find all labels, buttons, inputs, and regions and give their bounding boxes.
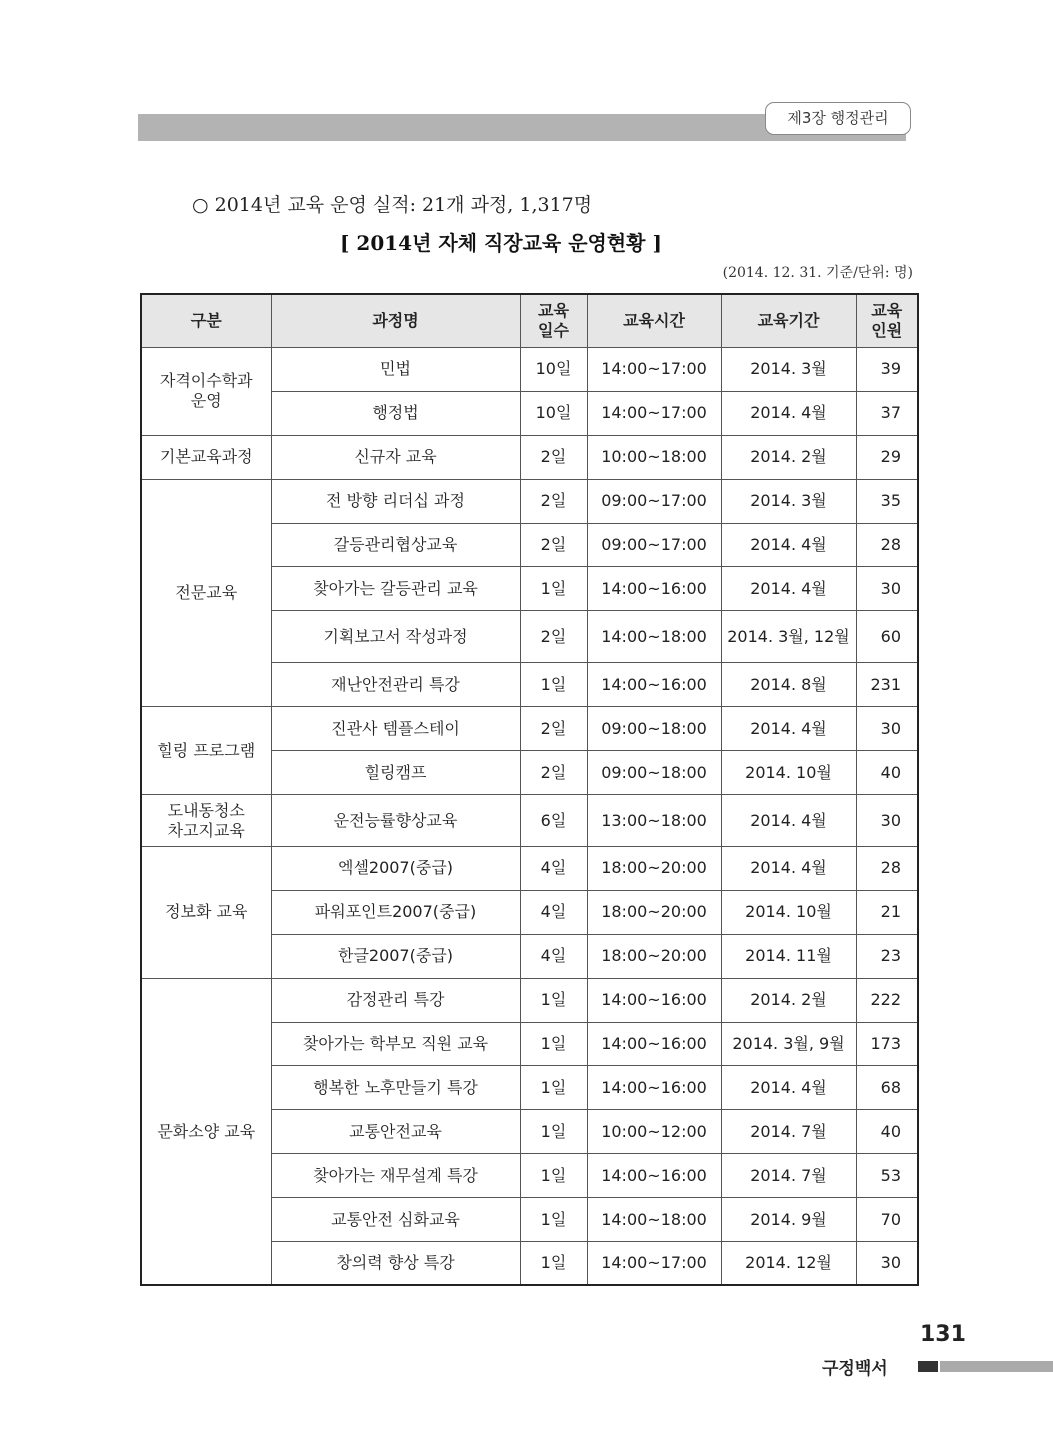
period-cell: 2014. 10월 [721, 890, 856, 934]
count-cell: 68 [856, 1066, 918, 1110]
course-cell: 갈등관리협상교육 [271, 523, 520, 567]
unit-note: (2014. 12. 31. 기준/단위: 명) [722, 265, 913, 281]
period-cell: 2014. 3월, 9월 [721, 1022, 856, 1066]
category-cell: 기본교육과정 [141, 435, 271, 479]
category-cell: 자격이수학과 운영 [141, 348, 271, 436]
time-cell: 18:00~20:00 [587, 934, 721, 978]
days-cell: 1일 [520, 1066, 587, 1110]
count-cell: 28 [856, 847, 918, 891]
course-cell: 교통안전 심화교육 [271, 1198, 520, 1242]
count-cell: 28 [856, 523, 918, 567]
course-cell: 엑셀2007(중급) [271, 847, 520, 891]
time-cell: 14:00~18:00 [587, 611, 721, 663]
period-cell: 2014. 4월 [721, 567, 856, 611]
days-cell: 1일 [520, 1198, 587, 1242]
period-cell: 2014. 9월 [721, 1198, 856, 1242]
time-cell: 14:00~16:00 [587, 1022, 721, 1066]
days-cell: 2일 [520, 707, 587, 751]
days-cell: 2일 [520, 523, 587, 567]
course-cell: 행복한 노후만들기 특강 [271, 1066, 520, 1110]
course-cell: 창의력 향상 특강 [271, 1242, 520, 1286]
period-cell: 2014. 2월 [721, 978, 856, 1022]
count-cell: 231 [856, 663, 918, 707]
time-cell: 09:00~18:00 [587, 751, 721, 795]
period-cell: 2014. 3월, 12월 [721, 611, 856, 663]
table-row [141, 847, 918, 891]
period-cell: 2014. 11월 [721, 934, 856, 978]
days-cell: 4일 [520, 934, 587, 978]
days-cell: 10일 [520, 391, 587, 435]
time-cell: 18:00~20:00 [587, 847, 721, 891]
days-cell: 1일 [520, 1154, 587, 1198]
footer-bar [940, 1361, 1053, 1372]
days-cell: 1일 [520, 978, 587, 1022]
col-header-time: 교육시간 [587, 294, 721, 348]
days-cell: 1일 [520, 1110, 587, 1154]
category-cell: 도내동청소 차고지교육 [141, 795, 271, 847]
course-cell: 행정법 [271, 391, 520, 435]
col-header-category: 구분 [141, 294, 271, 348]
table-row [141, 348, 918, 392]
count-cell: 29 [856, 435, 918, 479]
time-cell: 09:00~18:00 [587, 707, 721, 751]
days-cell: 2일 [520, 435, 587, 479]
time-cell: 14:00~17:00 [587, 348, 721, 392]
count-cell: 30 [856, 1242, 918, 1286]
count-cell: 222 [856, 978, 918, 1022]
time-cell: 14:00~16:00 [587, 978, 721, 1022]
days-cell: 10일 [520, 348, 587, 392]
time-cell: 10:00~18:00 [587, 435, 721, 479]
period-cell: 2014. 4월 [721, 707, 856, 751]
footer-accent [918, 1361, 938, 1372]
time-cell: 14:00~16:00 [587, 1066, 721, 1110]
count-cell: 35 [856, 479, 918, 523]
time-cell: 09:00~17:00 [587, 523, 721, 567]
count-cell: 70 [856, 1198, 918, 1242]
course-cell: 신규자 교육 [271, 435, 520, 479]
time-cell: 14:00~17:00 [587, 391, 721, 435]
time-cell: 14:00~16:00 [587, 663, 721, 707]
category-cell: 전문교육 [141, 479, 271, 707]
count-cell: 39 [856, 348, 918, 392]
count-cell: 173 [856, 1022, 918, 1066]
days-cell: 1일 [520, 663, 587, 707]
days-cell: 6일 [520, 795, 587, 847]
table-row [141, 707, 918, 751]
period-cell: 2014. 3월 [721, 348, 856, 392]
time-cell: 18:00~20:00 [587, 890, 721, 934]
course-cell: 운전능률향상교육 [271, 795, 520, 847]
category-cell: 문화소양 교육 [141, 978, 271, 1285]
chapter-label: 제3장 행정관리 [765, 102, 911, 135]
period-cell: 2014. 10월 [721, 751, 856, 795]
page-number: 131 [920, 1322, 966, 1347]
table-row [141, 435, 918, 479]
course-cell: 민법 [271, 348, 520, 392]
time-cell: 14:00~17:00 [587, 1242, 721, 1286]
period-cell: 2014. 4월 [721, 391, 856, 435]
table-body [141, 348, 918, 1286]
count-cell: 30 [856, 567, 918, 611]
header-row [141, 294, 918, 348]
time-cell: 14:00~18:00 [587, 1198, 721, 1242]
course-cell: 한글2007(중급) [271, 934, 520, 978]
period-cell: 2014. 7월 [721, 1154, 856, 1198]
time-cell: 14:00~16:00 [587, 567, 721, 611]
period-cell: 2014. 12월 [721, 1242, 856, 1286]
days-cell: 1일 [520, 1022, 587, 1066]
education-table [140, 293, 919, 1286]
days-cell: 2일 [520, 611, 587, 663]
time-cell: 10:00~12:00 [587, 1110, 721, 1154]
count-cell: 40 [856, 1110, 918, 1154]
time-cell: 13:00~18:00 [587, 795, 721, 847]
col-header-count: 교육 인원 [856, 294, 918, 348]
days-cell: 4일 [520, 890, 587, 934]
course-cell: 진관사 템플스테이 [271, 707, 520, 751]
period-cell: 2014. 8월 [721, 663, 856, 707]
course-cell: 찾아가는 학부모 직원 교육 [271, 1022, 520, 1066]
table-row [141, 978, 918, 1022]
period-cell: 2014. 3월 [721, 479, 856, 523]
table-row [141, 479, 918, 523]
count-cell: 40 [856, 751, 918, 795]
course-cell: 전 방향 리더십 과정 [271, 479, 520, 523]
count-cell: 37 [856, 391, 918, 435]
time-cell: 14:00~16:00 [587, 1154, 721, 1198]
period-cell: 2014. 7월 [721, 1110, 856, 1154]
count-cell: 21 [856, 890, 918, 934]
category-cell: 힐링 프로그램 [141, 707, 271, 795]
course-cell: 감정관리 특강 [271, 978, 520, 1022]
days-cell: 2일 [520, 479, 587, 523]
course-cell: 힐링캠프 [271, 751, 520, 795]
period-cell: 2014. 2월 [721, 435, 856, 479]
period-cell: 2014. 4월 [721, 847, 856, 891]
days-cell: 1일 [520, 1242, 587, 1286]
count-cell: 60 [856, 611, 918, 663]
course-cell: 재난안전관리 특강 [271, 663, 520, 707]
count-cell: 30 [856, 795, 918, 847]
count-cell: 30 [856, 707, 918, 751]
col-header-days: 교육 일수 [520, 294, 587, 348]
days-cell: 2일 [520, 751, 587, 795]
time-cell: 09:00~17:00 [587, 479, 721, 523]
count-cell: 23 [856, 934, 918, 978]
book-title: 구정백서 [822, 1359, 888, 1379]
period-cell: 2014. 4월 [721, 523, 856, 567]
table-title: [ 2014년 자체 직장교육 운영현황 ] [340, 231, 662, 255]
category-cell: 정보화 교육 [141, 847, 271, 979]
course-cell: 찾아가는 재무설계 특강 [271, 1154, 520, 1198]
course-cell: 교통안전교육 [271, 1110, 520, 1154]
course-cell: 기획보고서 작성과정 [271, 611, 520, 663]
period-cell: 2014. 4월 [721, 1066, 856, 1110]
course-cell: 찾아가는 갈등관리 교육 [271, 567, 520, 611]
table-row [141, 795, 918, 847]
summary-line: ○ 2014년 교육 운영 실적: 21개 과정, 1,317명 [192, 194, 593, 216]
period-cell: 2014. 4월 [721, 795, 856, 847]
col-header-course: 과정명 [271, 294, 520, 348]
col-header-period: 교육기간 [721, 294, 856, 348]
course-cell: 파워포인트2007(중급) [271, 890, 520, 934]
days-cell: 1일 [520, 567, 587, 611]
days-cell: 4일 [520, 847, 587, 891]
count-cell: 53 [856, 1154, 918, 1198]
